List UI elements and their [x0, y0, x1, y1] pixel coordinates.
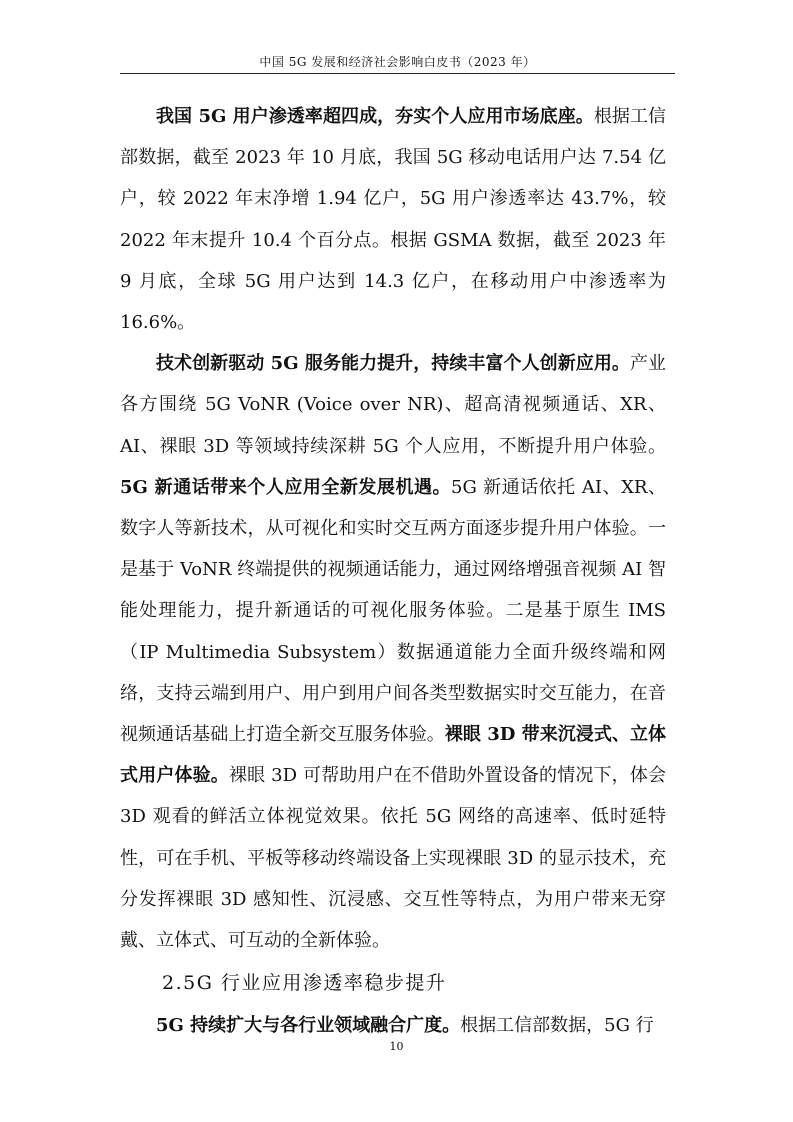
naked-eye-3d-lead-bold: 裸眼 3D 带来沉浸式、立体式用户体验。	[120, 724, 666, 787]
section-heading: 2.5G 行业应用渗透率稳步提升	[162, 972, 447, 995]
document-body	[120, 96, 666, 1046]
page-number: 10	[389, 1040, 404, 1053]
paragraph-text: 根据工信部数据，截至 2023 年 10 月底，我国 5G 移动电话用户达 7.54 亿户，较 2022 年末净增 1.94 亿户，5G 用户渗透率达 43.7%，较 2022 年末提升 10.4 个百分点。根据 GSMA 数据，截至 2023 年 9 月底，全球 5G 用户达到 14.3 亿户，在移动用户中渗透率为 16.6%。	[120, 106, 667, 334]
paragraph-lead-bold: 我国 5G 用户渗透率超四成，夯实个人应用市场底座。	[156, 106, 594, 127]
page-header-title: 中国 5G 发展和经济社会影响白皮书（2023 年）	[259, 55, 536, 69]
paragraph-tech-innovation	[120, 343, 666, 961]
paragraph-user-penetration	[120, 96, 666, 343]
new-calling-lead-bold: 5G 新通话带来个人应用全新发展机遇。	[120, 476, 452, 498]
paragraph-text: 根据工信部数据，5G 行	[460, 1015, 654, 1037]
new-calling-text: 5G 新通话依托 AI、XR、数字人等新技术，从可视化和实时交互两方面逐步提升用户体验。一是基于 VoNR 终端提供的视频通话能力，通过网络增强音视频 AI 智能处理能力，提升新通话的可视化服务体验。二是基于原生 IMS（IP Multimedia Subsystem）数据通道能力全面升级终端和网络，支持云端到用户、用户到用户间各类型数据实时交互能力，在音视频通话基础上打造全新交互服务体验。	[120, 476, 666, 746]
paragraph-lead-bold: 5G 持续扩大与各行业领域融合广度。	[156, 1015, 461, 1037]
naked-eye-3d-text: 裸眼 3D 可帮助用户在不借助外置设备的情况下，体会 3D 观看的鲜活立体视觉效果。依托 5G 网络的高速率、低时延特性，可在手机、平板等移动终端设备上实现裸眼 3D 的显示技术，充分发挥裸眼 3D 感知性、沉浸感、交互性等特点，为用户带来无穿戴、立体式、可互动的全新体验。	[120, 765, 666, 952]
paragraph-lead-bold: 技术创新驱动 5G 服务能力提升，持续丰富个人创新应用。	[156, 353, 630, 375]
header-divider	[120, 73, 675, 74]
paragraph-text: 产业各方围绕 5G VoNR (Voice over NR)、超高清视频通话、XR、AI、裸眼 3D 等领域持续深耕 5G 个人应用，不断提升用户体验。	[120, 353, 666, 457]
